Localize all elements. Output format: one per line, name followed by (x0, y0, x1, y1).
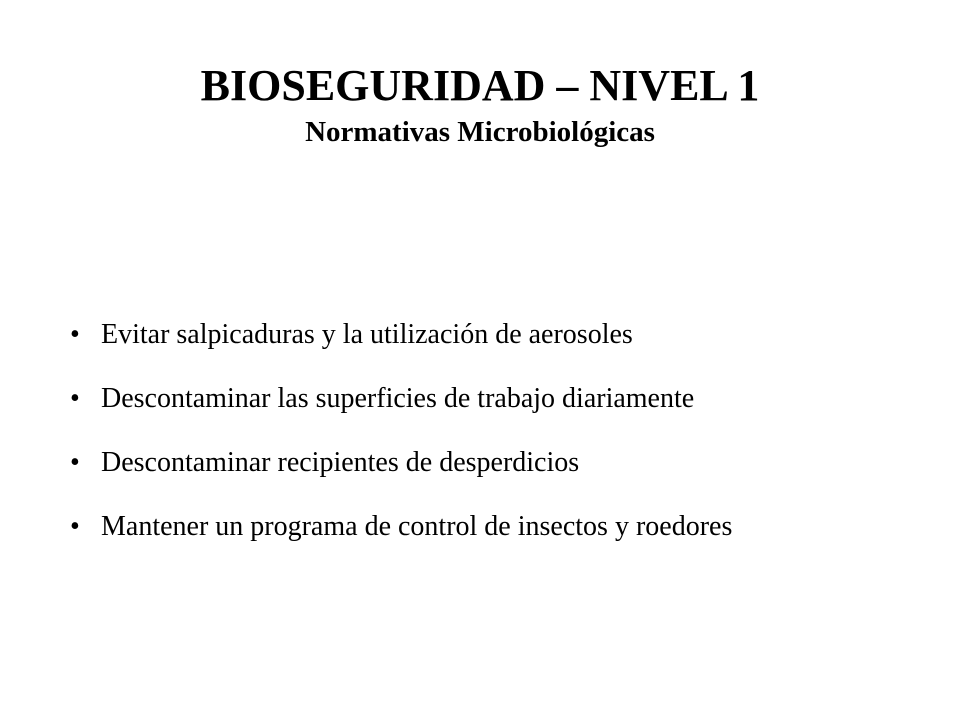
bullet-text: Evitar salpicaduras y la utilización de aerosoles (101, 319, 633, 350)
bullet-text: Descontaminar las superficies de trabajo diariamente (101, 383, 695, 414)
bullet-list (68, 303, 896, 559)
bullet-item (68, 431, 896, 495)
bullet-item (68, 367, 896, 431)
title-block (0, 58, 960, 150)
bullet-icon: • (70, 319, 80, 350)
bullet-text: Mantener un programa de control de insectos y roedores (101, 511, 733, 542)
bullet-icon: • (70, 383, 80, 414)
bullet-icon: • (70, 447, 80, 478)
slide-subtitle: Normativas Microbiológicas (305, 116, 655, 148)
bullet-item (68, 303, 896, 367)
bullet-item (68, 495, 896, 559)
slide-title: BIOSEGURIDAD – NIVEL 1 (200, 61, 760, 110)
bullet-text: Descontaminar recipientes de desperdicios (101, 447, 580, 478)
bullet-icon: • (70, 511, 80, 542)
